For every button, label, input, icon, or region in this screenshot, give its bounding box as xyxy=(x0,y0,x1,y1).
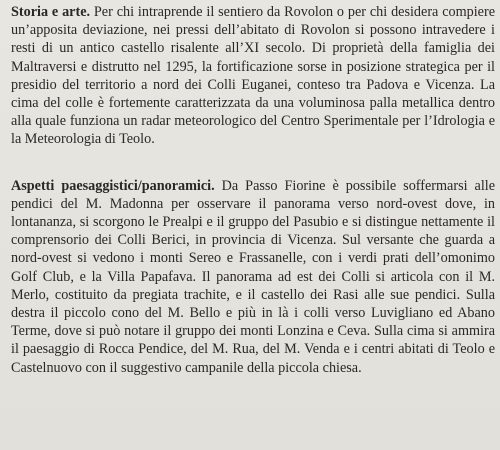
section-paragraph xyxy=(11,177,495,377)
section-heading: Storia e arte. xyxy=(11,4,91,20)
section-body-text: Da Passo Fiorine è possibile soffermarsi alle pendici del M. Madonna per osservare il panorama verso nord-ovest dove, in lontananza, si scorgono le Prealpi e il gruppo del Pasubio e si distingue nettamente il comprensorio dei Colli Berici, in provincia di Vicenza. Sul versante che guarda a nord-ovest si vedono i monti Sereo e Frassanelle, con i verdi prati dell’omonimo Golf Club, e la Villa Papafava. Il panorama ad est dei Colli si articola con il M. Merlo, costituito da pregiata trachite, e il castello dei Rasi alle sue pendici. Sulla destra il piccolo cono del M. Bello e più in là i colli verso Luvigliano ed Abano Terme, dove si può notare il gruppo dei monti Lonzina e Ceva. Sulla cima si ammira il paesaggio di Rocca Pendice, del M. Rua, del M. Venda e i centri abitati di Teolo e Castelnuovo con il suggestivo campanile della piccola chiesa. xyxy=(11,177,496,376)
section-heading: Aspetti paesaggistici/panoramici. xyxy=(11,177,215,194)
section-history-and-art xyxy=(11,0,495,149)
section-body-text: Per chi intraprende il sentiero da Rovolon o per chi desidera compiere un’apposita deviazione, nei pressi dell’abitato di Rovolon si possono intravedere i resti di un antico castello risalente all’XI secolo. Di proprietà della famiglia dei Maltraversi e distrutto nel 1295, la fortificazione sorse in posizione strategica per il presidio del territorio a nord dei Colli Euganei, conteso tra Padova e Vicenza. La cima del colle è fortemente caratterizzata da una voluminosa palla metallica dentro alla quale funziona un radar meteorologico del Centro Sperimentale per l’Idrologia e la Meteorologia di Teolo. xyxy=(11,4,495,148)
section-landscape-panoramic xyxy=(11,149,495,377)
section-paragraph xyxy=(11,3,495,149)
